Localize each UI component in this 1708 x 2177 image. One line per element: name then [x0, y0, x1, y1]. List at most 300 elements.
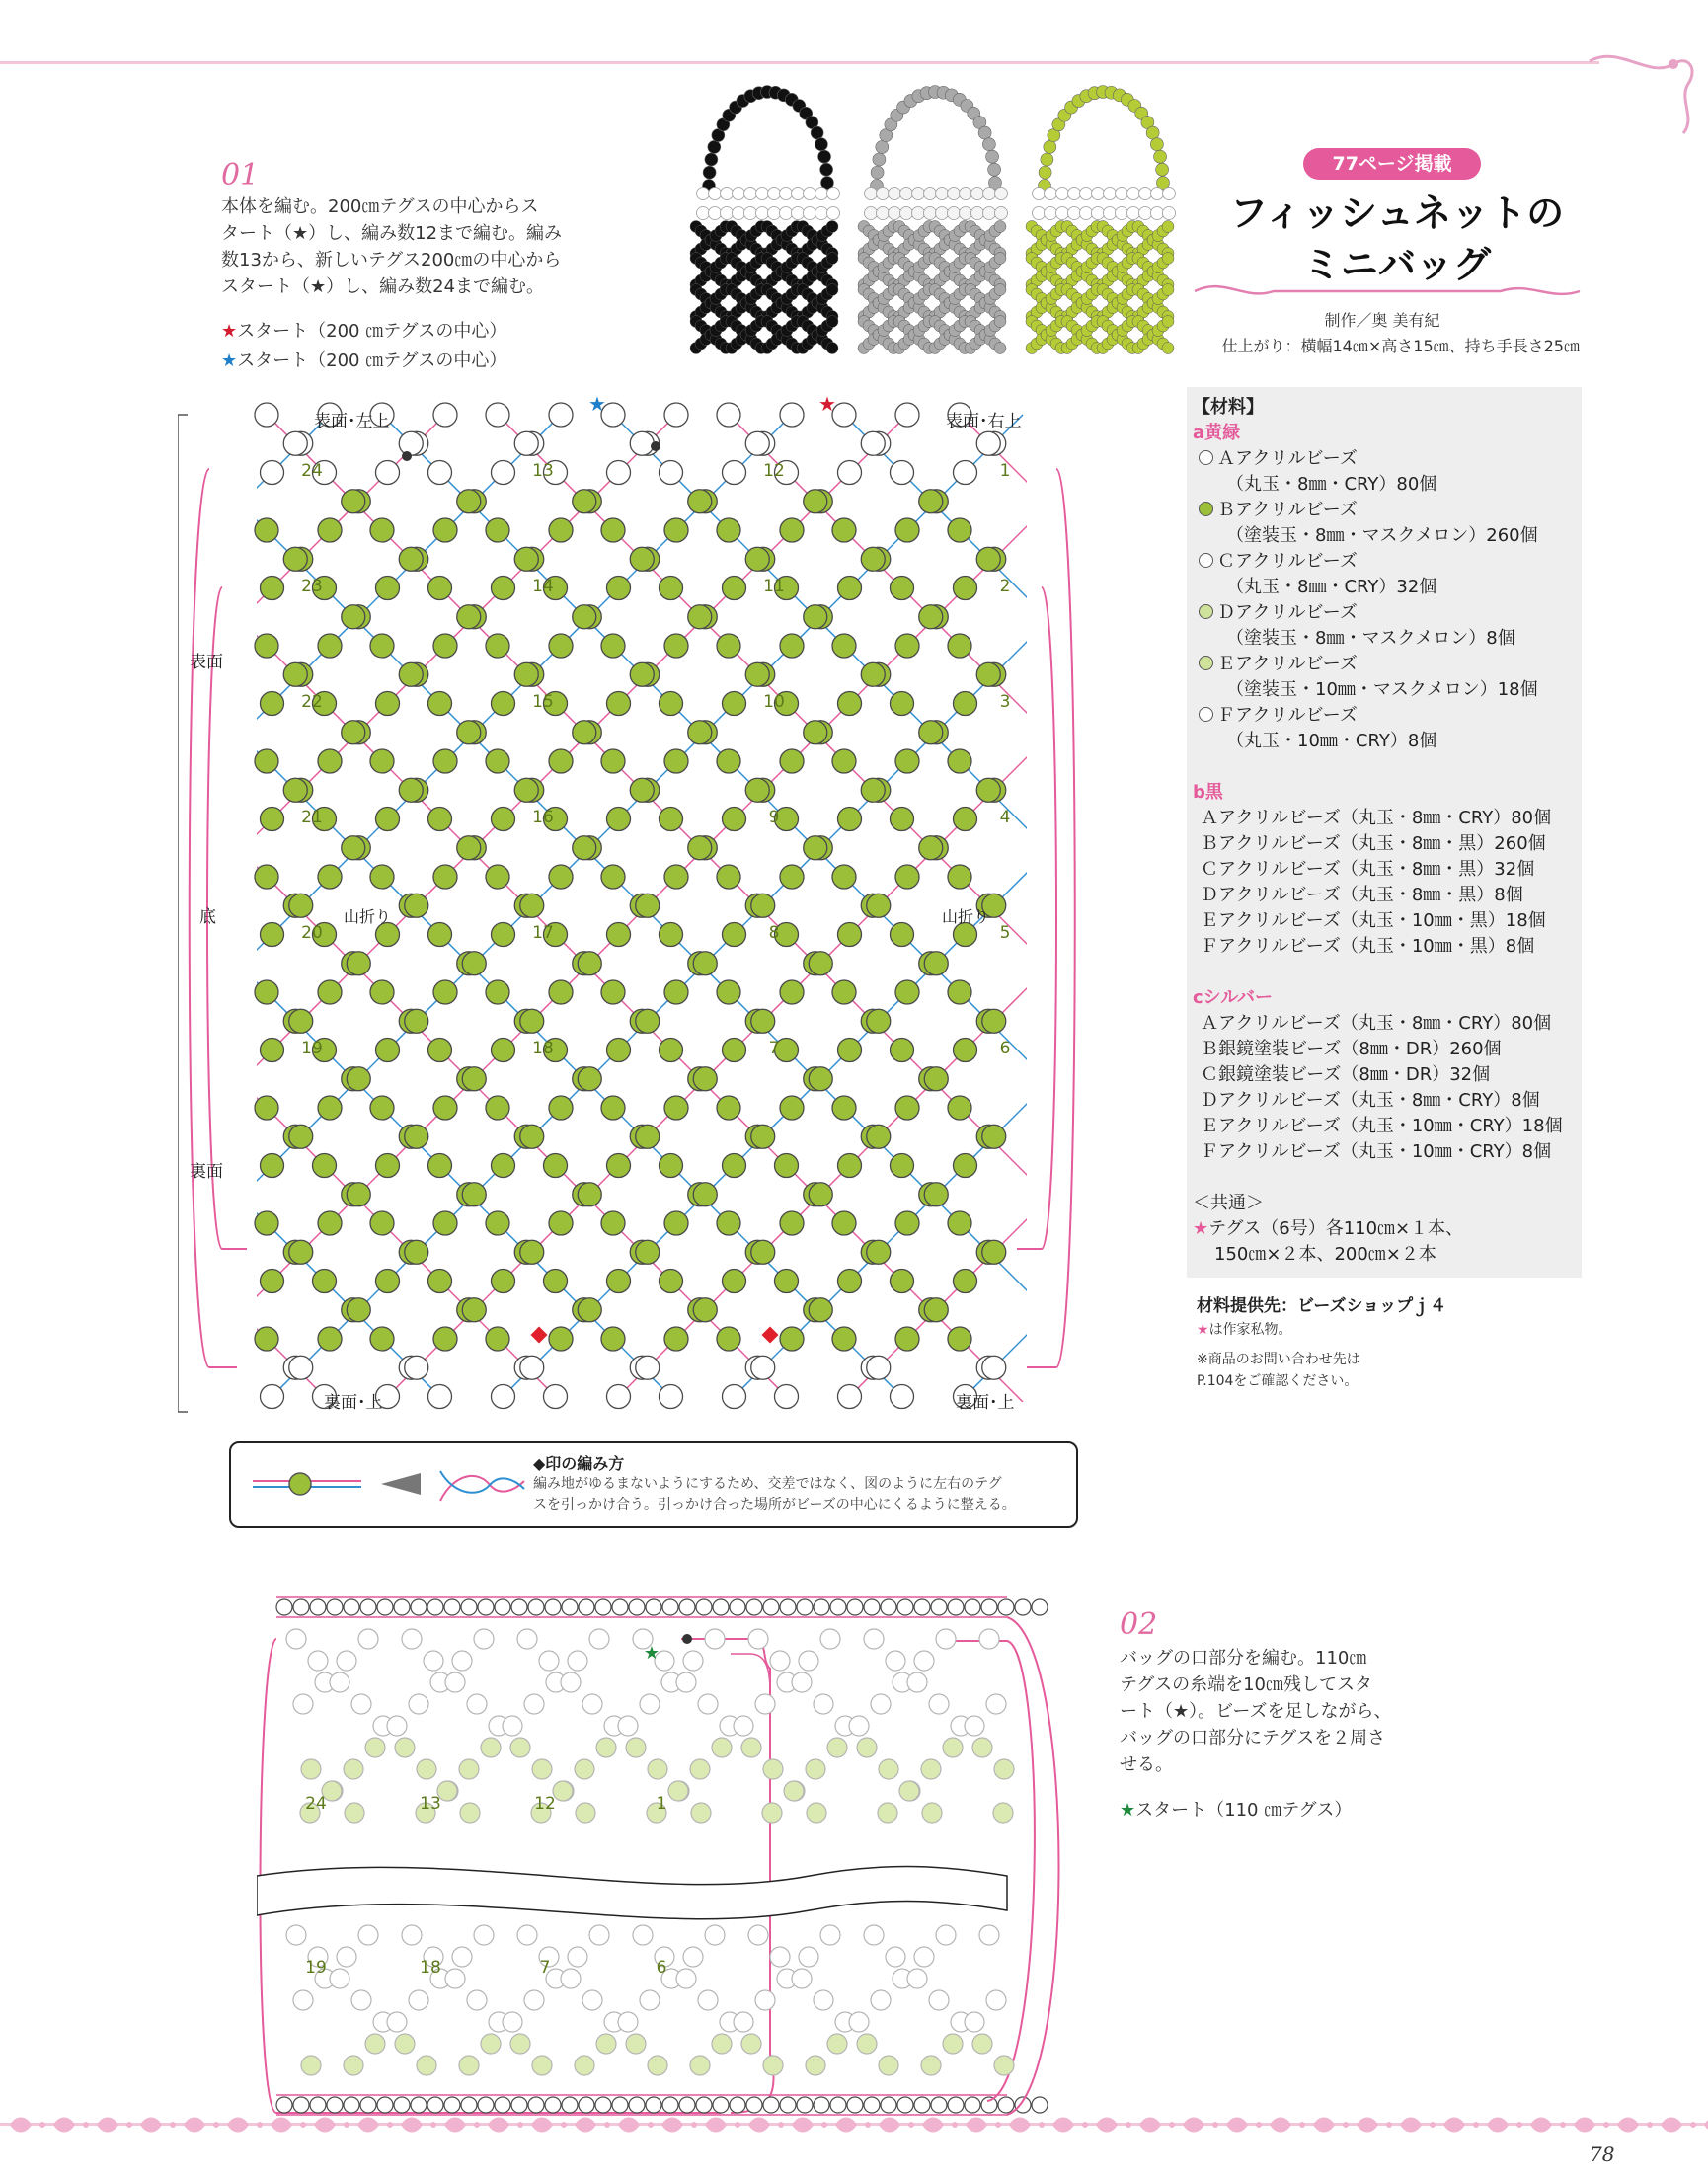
bead: [289, 1356, 313, 1379]
bead: [601, 749, 625, 773]
legend-line-1: 編み地がゆるまないようにするため、交差ではなく、図のように左右のテグ: [533, 1476, 1002, 1492]
step-01-line: 数13から、新しいテグス200㎝の中心から: [221, 250, 562, 271]
bead: [660, 1385, 683, 1409]
bead: [660, 1270, 683, 1293]
bead: [532, 1759, 552, 1779]
cell-number: 24: [301, 461, 323, 481]
cell-number: 11: [763, 577, 785, 596]
bead: [1015, 2097, 1031, 2113]
bead: [914, 1651, 934, 1671]
bead: [748, 1629, 768, 1649]
bead: [495, 1599, 510, 1615]
bead: [914, 1599, 930, 1615]
bead: [370, 980, 394, 1004]
material-item: Ｂ銀鏡塗装ビーズ（8㎜・DR）260個: [1201, 1039, 1502, 1059]
bead: [283, 547, 307, 571]
bead: [532, 2056, 552, 2075]
bead: [867, 1240, 891, 1264]
bead: [730, 1599, 745, 1615]
step-01-line: タート（★）し、編み数12まで編む。編み: [221, 223, 563, 244]
bead: [358, 1925, 378, 1945]
bead: [549, 1211, 573, 1235]
bead: [467, 1990, 487, 2010]
bead: [486, 1096, 509, 1120]
materials-heading: 【材料】: [1193, 397, 1264, 418]
bead: [486, 865, 509, 889]
variant-c-title: cシルバー: [1193, 987, 1273, 1008]
bead: [830, 1599, 846, 1615]
cell-number: 19: [305, 1958, 327, 1978]
bead: [478, 2097, 494, 2113]
bead: [806, 1759, 825, 1779]
bead: [954, 692, 977, 716]
bead: [838, 692, 862, 716]
bead: [723, 1270, 746, 1293]
bead: [832, 1096, 856, 1120]
bead: [344, 1759, 363, 1779]
common-line-2: 150㎝×２本、200㎝×２本: [1214, 1244, 1436, 1265]
bead: [486, 518, 509, 542]
bead: [549, 1327, 573, 1351]
bead: [370, 634, 394, 658]
page-reference-badge: 77ページ掲載: [1303, 148, 1481, 180]
bead: [293, 1990, 313, 2010]
bead: [895, 1327, 919, 1351]
bead: [864, 1599, 880, 1615]
bead: [924, 1298, 948, 1322]
cell-number: 6: [999, 1039, 1011, 1058]
bead: [433, 1327, 457, 1351]
bead: [640, 1990, 660, 2010]
bead: [365, 1738, 385, 1757]
bead: [459, 2056, 479, 2075]
bead: [664, 1096, 688, 1120]
thread-end-icon: [682, 1634, 692, 1644]
bead: [549, 865, 573, 889]
bead: [838, 461, 862, 485]
material-item: Ｄアクリルビーズ（丸玉・8㎜・CRY）8個: [1201, 1090, 1540, 1111]
bead: [405, 894, 428, 917]
bead-swatch-icon: [1199, 707, 1213, 722]
bead: [780, 1327, 804, 1351]
bead: [943, 2034, 963, 2054]
material-item: Ｆアクリルビーズ（丸玉・10㎜・CRY）8個: [1201, 1141, 1552, 1162]
bead: [861, 778, 885, 802]
bead: [891, 577, 914, 600]
bead: [544, 1154, 568, 1178]
bead: [799, 1947, 818, 1967]
side-label-back: 裏面: [190, 1162, 223, 1182]
bead: [688, 490, 712, 513]
bead: [589, 1629, 609, 1649]
bead: [607, 808, 631, 831]
bead: [948, 2097, 964, 2113]
bead: [867, 1125, 891, 1148]
cell-number: 24: [305, 1794, 327, 1814]
bead: [762, 1803, 782, 1823]
legend-title: ◆印の編み方: [533, 1454, 625, 1473]
bead: [481, 2034, 501, 2054]
bead: [886, 1651, 905, 1671]
bead: [433, 1096, 457, 1120]
bead: [492, 808, 515, 831]
bead: [347, 1067, 370, 1091]
bead: [924, 952, 948, 975]
bead: [1032, 1599, 1048, 1615]
bead: [924, 1067, 948, 1091]
bead: [919, 490, 943, 513]
bead: [922, 1803, 942, 1823]
bead: [428, 808, 452, 831]
bead: [462, 1067, 486, 1091]
bead: [838, 923, 862, 947]
bead: [503, 2012, 522, 2032]
bead: [660, 1039, 683, 1062]
bead: [636, 1125, 660, 1148]
bead: [394, 2097, 410, 2113]
bead: [492, 923, 515, 947]
bead: [921, 1759, 941, 1779]
bead: [806, 2056, 825, 2075]
material-detail: （塗装玉・8㎜・マスクメロン）260個: [1226, 525, 1538, 546]
step-02-text: バッグの口部分を編む。110㎝ テグスの糸端を10㎝残してスタ ート（★）。ビーズを足しながら、 バッグの口部分にテグスを２周さ せる。: [1120, 1648, 1392, 1775]
bead: [847, 2097, 863, 2113]
bead: [607, 1039, 631, 1062]
bead: [503, 1716, 522, 1736]
bead: [478, 1599, 494, 1615]
bead: [809, 952, 832, 975]
material-item: Ｂアクリルビーズ（丸玉・8㎜・黒）260個: [1201, 833, 1546, 854]
step-01-line: 本体を編む。200㎝テグスの中心からス: [221, 196, 539, 217]
bead: [924, 1183, 948, 1206]
bead: [693, 1183, 717, 1206]
bead: [612, 2097, 628, 2113]
bead: [457, 721, 481, 744]
bead: [589, 1925, 609, 1945]
bead: [660, 808, 683, 831]
bead: [717, 749, 740, 773]
bead: [514, 431, 538, 455]
bead: [405, 1356, 428, 1379]
bead: [1032, 2097, 1048, 2113]
thread-line: [729, 415, 1106, 1402]
bead: [433, 980, 457, 1004]
bead: [630, 778, 654, 802]
page-title: [1214, 188, 1580, 290]
bead: [690, 2056, 710, 2075]
bead: [283, 662, 307, 686]
bead: [433, 1211, 457, 1235]
bead: [486, 1327, 509, 1351]
bead: [561, 1969, 581, 1988]
bead: [730, 2097, 745, 2113]
bead: [780, 634, 804, 658]
bead: [948, 1327, 971, 1351]
bead: [861, 662, 885, 686]
bead: [717, 1096, 740, 1120]
bead: [891, 1385, 914, 1409]
bead: [511, 1599, 527, 1615]
bead: [607, 1154, 631, 1178]
bead: [573, 836, 596, 860]
bag-photo: [858, 86, 1008, 354]
bead: [891, 461, 914, 485]
credit-block: [1185, 308, 1580, 359]
cell-number: 18: [420, 1958, 441, 1978]
bead: [832, 1327, 856, 1351]
cell-number: 7: [768, 1039, 780, 1058]
bead: [492, 1270, 515, 1293]
bead: [982, 1009, 1006, 1033]
material-item: Ｅアクリルビーズ（丸玉・10㎜・CRY）18個: [1201, 1116, 1563, 1136]
bead: [662, 2097, 678, 2113]
bead: [698, 1694, 718, 1714]
bead: [255, 865, 278, 889]
bead: [636, 1356, 660, 1379]
bead: [820, 1925, 840, 1945]
bead: [261, 461, 284, 485]
bead: [723, 461, 746, 485]
bead: [814, 1599, 829, 1615]
bead: [979, 1629, 999, 1649]
bead: [595, 2097, 611, 2113]
bead: [751, 1125, 775, 1148]
bead: [582, 1990, 602, 2010]
bead: [428, 1270, 452, 1293]
bead: [452, 1947, 472, 1967]
thread-end-icon: [651, 441, 660, 451]
bead: [528, 2097, 544, 2113]
bead: [676, 1969, 696, 1988]
bead: [664, 865, 688, 889]
bead: [549, 518, 573, 542]
bead: [931, 2097, 947, 2113]
bead: [524, 1990, 544, 2010]
bead: [576, 1803, 595, 1823]
bead: [929, 1990, 949, 2010]
cell-number: 15: [532, 692, 554, 712]
bead: [607, 923, 631, 947]
corner-ornament-icon: [1580, 49, 1708, 138]
bead: [804, 490, 827, 513]
bead: [345, 1803, 364, 1823]
bead: [411, 2097, 427, 2113]
material-item: Ｂアクリルビーズ: [1193, 498, 1580, 523]
bead: [696, 1599, 712, 1615]
bead: [427, 2097, 443, 2113]
bead: [979, 1925, 999, 1945]
bead: [428, 1385, 452, 1409]
bead: [376, 461, 400, 485]
start-legend-blue: ★スタート（200 ㎝テグスの中心）: [221, 350, 507, 371]
material-item: Ｄアクリルビーズ（丸玉・8㎜・黒）8個: [1201, 885, 1523, 905]
bead: [867, 1356, 891, 1379]
bead: [832, 1211, 856, 1235]
bead: [301, 2056, 321, 2075]
thread-line: [613, 415, 1106, 1402]
bead: [705, 1925, 725, 1945]
cell-number: 20: [301, 923, 323, 943]
bead: [981, 2097, 997, 2113]
bead: [376, 1270, 400, 1293]
bead: [745, 778, 769, 802]
bead: [330, 1672, 349, 1692]
bead: [549, 1096, 573, 1120]
bead: [486, 749, 509, 773]
bead: [310, 1599, 326, 1615]
bead: [838, 808, 862, 831]
bead: [293, 1694, 313, 1714]
bead: [879, 2056, 898, 2075]
bead: [387, 1716, 407, 1736]
bead: [986, 1694, 1006, 1714]
bead: [976, 547, 1000, 571]
title-ornament-icon: [1185, 276, 1590, 306]
legend-text: [533, 1451, 1066, 1516]
bead: [376, 1039, 400, 1062]
bead: [255, 980, 278, 1004]
bead: [662, 1599, 678, 1615]
cell-number: 12: [534, 1794, 556, 1814]
bead: [433, 865, 457, 889]
bead: [474, 1925, 494, 1945]
bead: [255, 403, 278, 427]
bead: [820, 1629, 840, 1649]
bead-swatch-icon: [1199, 502, 1213, 516]
bead: [799, 1651, 818, 1671]
bead: [520, 1125, 544, 1148]
bead: [948, 1096, 971, 1120]
bead: [664, 518, 688, 542]
bead: [370, 518, 394, 542]
bead: [717, 403, 740, 427]
bead: [809, 1298, 832, 1322]
bead: [723, 692, 746, 716]
bead: [347, 1298, 370, 1322]
side-label-front: 表面: [190, 653, 223, 672]
bead: [664, 1211, 688, 1235]
bead: [337, 1651, 356, 1671]
cell-number: 17: [532, 923, 554, 943]
bead: [528, 1599, 544, 1615]
bead: [514, 662, 538, 686]
bead: [327, 2097, 343, 2113]
bead: [891, 1154, 914, 1178]
bead: [1015, 1599, 1031, 1615]
bead: [607, 1385, 631, 1409]
bead: [549, 634, 573, 658]
bead: [549, 403, 573, 427]
step-01-text: [221, 194, 596, 300]
bead: [399, 547, 423, 571]
bead: [261, 1270, 284, 1293]
bead: [664, 1327, 688, 1351]
bead: [693, 1298, 717, 1322]
bead: [510, 2034, 530, 2054]
bead: [770, 1947, 790, 1967]
material-item: Ｄアクリルビーズ: [1193, 600, 1580, 626]
bead: [741, 2034, 761, 2054]
bead: [832, 518, 856, 542]
bead: [342, 490, 365, 513]
bead: [965, 1599, 980, 1615]
bead: [286, 1925, 306, 1945]
start-legend-red: ★スタート（200 ㎝テグスの中心）: [221, 321, 507, 342]
bag-photo: [690, 86, 840, 354]
bead: [881, 1599, 896, 1615]
bead: [601, 1211, 625, 1235]
bead: [954, 808, 977, 831]
bead: [921, 2056, 941, 2075]
bead: [460, 1803, 480, 1823]
cell-number: 21: [301, 808, 323, 827]
bead: [424, 1651, 443, 1671]
bead: [347, 1183, 370, 1206]
bead: [313, 1154, 337, 1178]
bead: [445, 1969, 465, 1988]
bead: [395, 2034, 415, 2054]
bead: [668, 1781, 688, 1801]
bead: [648, 1759, 667, 1779]
bead: [755, 1694, 775, 1714]
thread-line: [1075, 415, 1106, 1402]
bead: [832, 980, 856, 1004]
bead: [751, 894, 775, 917]
bead: [520, 894, 544, 917]
bead: [712, 2034, 732, 2054]
bead: [895, 980, 919, 1004]
bead: [897, 1599, 913, 1615]
cell-number: 9: [768, 808, 780, 827]
bead: [965, 2097, 980, 2113]
cell-number: 14: [532, 577, 554, 596]
bead: [679, 2097, 695, 2113]
bead: [849, 2012, 869, 2032]
bead: [693, 1067, 717, 1091]
variant-a-title: a黄緑: [1193, 423, 1241, 443]
bead: [717, 634, 740, 658]
bead: [629, 1599, 645, 1615]
bead: [492, 461, 515, 485]
bead: [838, 1385, 862, 1409]
bead: [511, 2097, 527, 2113]
label-front-top-left: 表面･左上: [314, 412, 390, 431]
bead: [646, 2097, 661, 2113]
bead: [474, 1629, 494, 1649]
bead: [683, 1947, 703, 1967]
label-back-top-right: 裏面･上: [956, 1393, 1015, 1413]
material-item: Ａアクリルビーズ: [1193, 446, 1580, 472]
bead: [763, 2097, 779, 2113]
supplier: 材料提供先：ビーズショップｊ４: [1197, 1296, 1447, 1316]
bead: [696, 2097, 712, 2113]
bead: [545, 2097, 561, 2113]
private-note: ★は作家私物。: [1197, 1322, 1292, 1338]
title-line-1: フィッシュネットの: [1229, 191, 1565, 235]
bead: [745, 547, 769, 571]
bead: [452, 1651, 472, 1671]
diamond-marker-icon: [762, 1327, 779, 1344]
bead: [351, 1990, 371, 2010]
bead: [895, 1211, 919, 1235]
cell-number: 19: [301, 1039, 323, 1058]
bead: [607, 692, 631, 716]
bead: [690, 1759, 710, 1779]
bead: [705, 1629, 725, 1649]
step-01-line: スタート（★）し、編み数24まで編む。: [221, 276, 545, 297]
bead: [308, 1651, 328, 1671]
bead: [318, 749, 342, 773]
